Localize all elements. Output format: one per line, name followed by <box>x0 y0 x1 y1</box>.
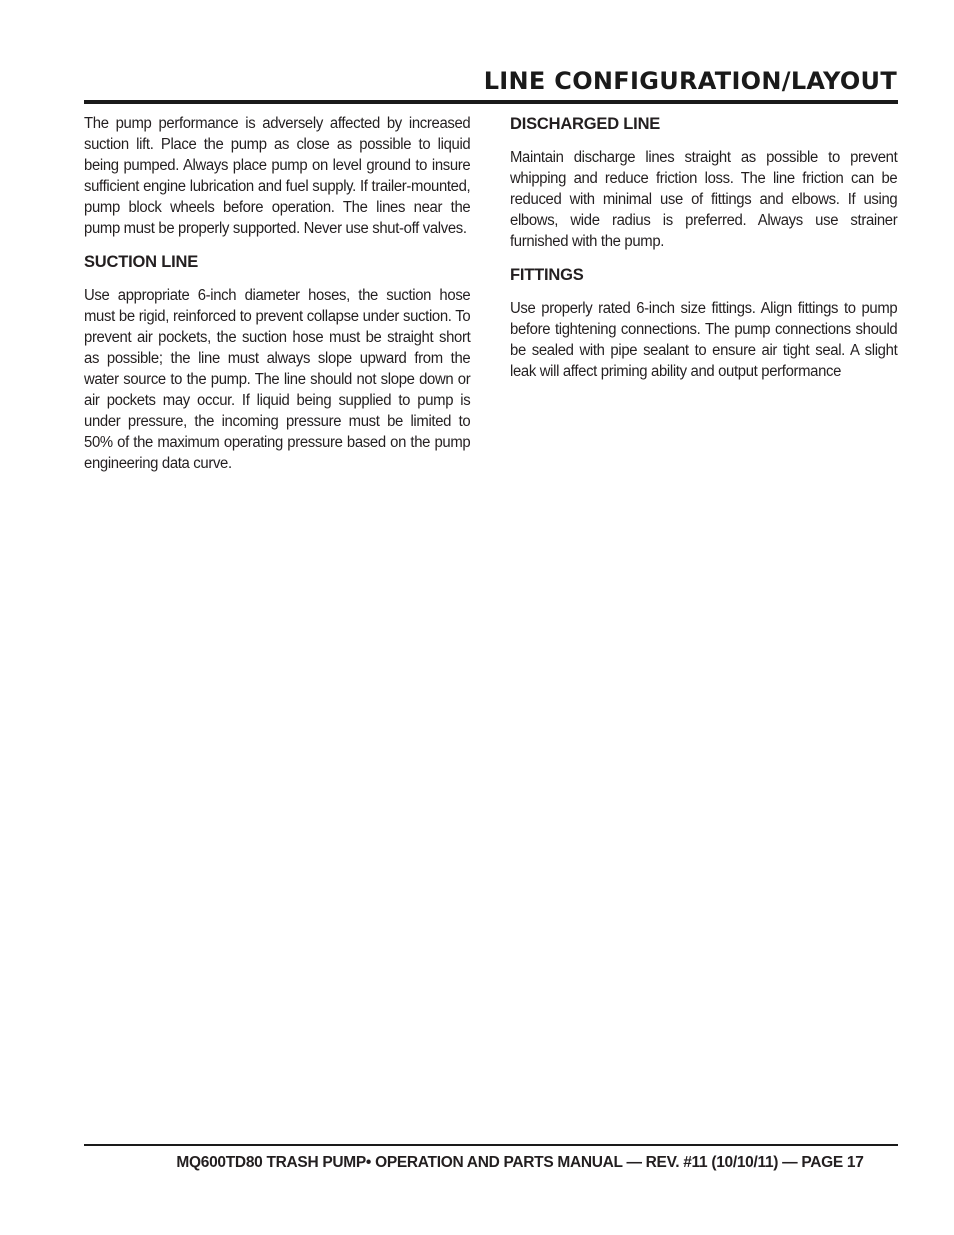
suction-line-paragraph: Use appropriate 6-inch diameter hoses, the suction hose must be rigid, reinforced to prevent collapse under suction. To prevent air pockets, the suction hose must be straight short as possible; the line must always slope upward from the water source to the pump. The line should not slope down or air pockets may occur. If liquid being supplied to pump is under pressure, the incoming pressure must be limited to 50% of the maximum operating pressure based on the pump engineering data curve. <box>84 287 471 472</box>
suction-line-heading: SUCTION LINE <box>84 253 199 271</box>
fittings-heading: FITTINGS <box>510 266 584 284</box>
left-column <box>84 113 471 486</box>
right-column <box>510 113 898 394</box>
page-footer <box>84 1152 898 1174</box>
page-title: LINE CONFIGURATION/LAYOUT <box>483 67 897 95</box>
fittings-paragraph: Use properly rated 6-inch size fittings. Align fittings to pump before tightening connections. The pump connections should be sealed with pipe sealant to ensure air tight seal. A slight leak will affect priming ability and output performance <box>510 300 898 380</box>
discharged-line-paragraph: Maintain discharge lines straight as possible to prevent whipping and reduce friction loss. The line friction can be reduced with minimal use of fittings and elbows. If using elbows, wide radius is preferred. Always use strainer furnished with the pump. <box>510 149 898 250</box>
footer-label: MQ600TD80 TRASH PUMP• OPERATION AND PARTS MANUAL — REV. #11 (10/10/11) — PAGE 17 <box>176 1154 864 1171</box>
footer-divider <box>84 1144 898 1146</box>
discharged-line-heading: DISCHARGED LINE <box>510 115 661 133</box>
title-divider <box>84 100 898 104</box>
intro-paragraph: The pump performance is adversely affected by increased suction lift. Place the pump as close as possible to liquid being pumped. Always place pump on level ground to insure sufficient engine lubrication and fuel supply. If trailer-mounted, pump block wheels before operation. The lines near the pump must be properly supported. Never use shut-off valves. <box>84 115 471 237</box>
